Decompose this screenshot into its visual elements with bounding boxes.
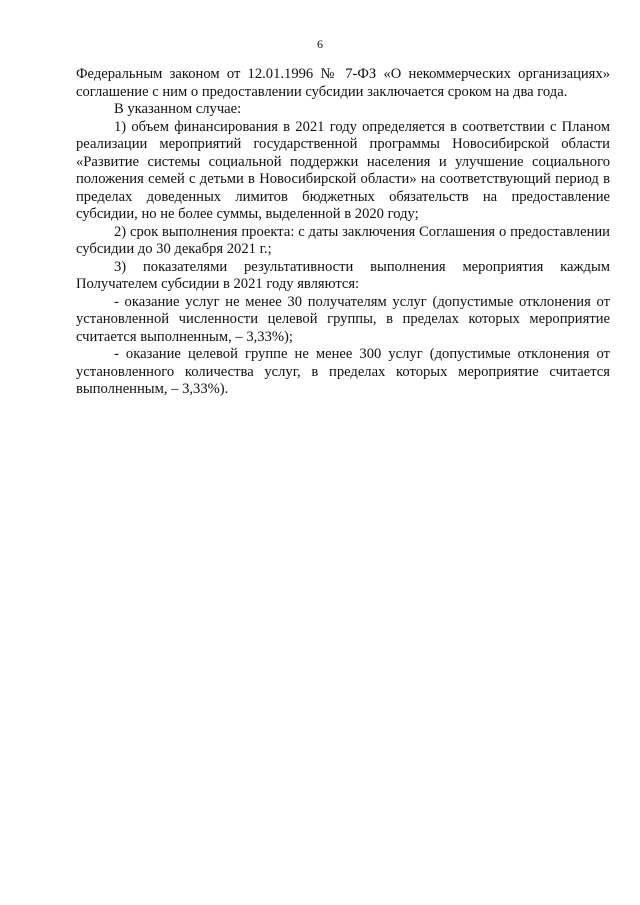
paragraph-item-1-funding: 1) объем финансирования в 2021 году определяется в соответствии с Планом реализации мероприятий государственной программы Новосибирской области «Развитие системы социальной поддержки населения и улучшение социального положения семей с детьми в Новосибирской области» на соответствующий период в пределах доведенных лимитов бюджетных обязательств на предоставление субсидии, но не более суммы, выделенной в 2020 году; <box>76 118 610 222</box>
paragraph-item-3-indicators: 3) показателями результативности выполнения мероприятия каждым Получателем субсидии в 2021 году являются: <box>76 258 610 292</box>
page-number: 6 <box>317 37 323 51</box>
paragraph-indicator-recipients: - оказание услуг не менее 30 получателям услуг (допустимые отклонения от установленной численности целевой группы, в пределах которых мероприятие считается выполненным, – 3,33%); <box>76 293 610 345</box>
document-body <box>76 66 610 399</box>
paragraph-continuation: Федеральным законом от 12.01.1996 № 7-ФЗ «О некоммерческих организациях» соглашение с ним о предоставлении субсидии заключается сроком на два года. <box>76 66 610 100</box>
paragraph-item-2-term: 2) срок выполнения проекта: с даты заключения Соглашения о предоставлении субсидии до 30 декабря 2021 г.; <box>76 223 610 257</box>
paragraph-intro: В указанном случае: <box>114 101 242 117</box>
paragraph-indicator-services: - оказание целевой группе не менее 300 услуг (допустимые отклонения от установленного количества услуг, в пределах которых мероприятие считается выполненным, – 3,33%). <box>76 346 610 397</box>
